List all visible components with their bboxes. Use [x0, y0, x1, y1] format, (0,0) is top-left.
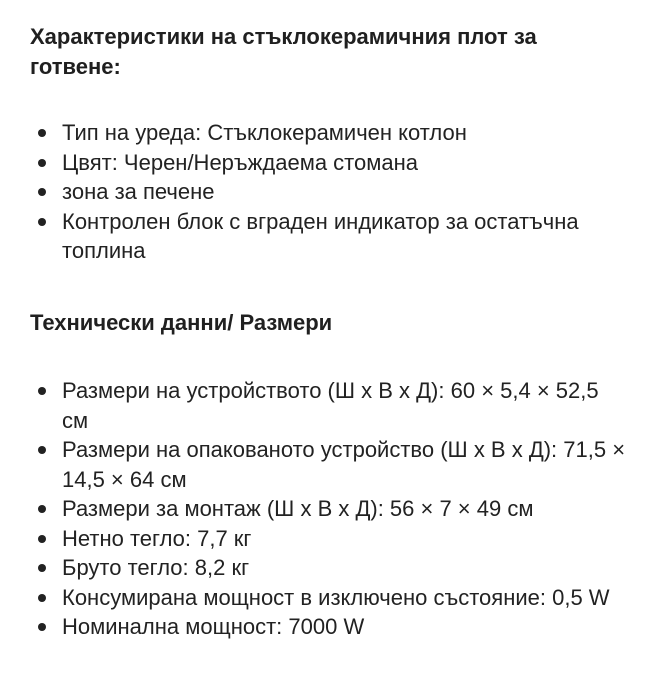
list-item-text: Номинална мощност: 7000 W	[62, 614, 365, 639]
list-item	[30, 177, 630, 207]
list-item-text: зона за печене	[62, 179, 215, 204]
list-item	[30, 612, 630, 642]
list-item-text: Размери за монтаж (Ш x В x Д): 56 × 7 × 49 см	[62, 496, 534, 521]
list-item	[30, 207, 630, 266]
list-item-text: Размери на устройството (Ш x В x Д): 60 × 5,4 × 52,5 см	[62, 378, 599, 433]
list-item	[30, 583, 630, 613]
bullet-icon	[38, 387, 46, 395]
bullet-icon	[38, 623, 46, 631]
technical-data-list	[30, 376, 630, 642]
list-item-text: Цвят: Черен/Неръждаема стомана	[62, 149, 418, 175]
list-item-text: Контролен блок с вграден индикатор за остатъчна топлина	[62, 208, 579, 263]
list-item-text: Тип на уреда: Стъклокерамичен котлон	[62, 120, 467, 145]
bullet-icon	[38, 594, 46, 602]
bullet-icon	[38, 129, 46, 137]
bullet-icon	[38, 446, 46, 454]
list-item	[30, 524, 630, 554]
bullet-icon	[38, 505, 46, 513]
list-item	[30, 148, 630, 178]
section-heading-technical-data: Технически данни/ Размери	[30, 310, 333, 335]
list-item-text: Бруто тегло: 8,2 кг	[62, 555, 250, 580]
bullet-icon	[38, 564, 46, 572]
list-item-text: Консумирана мощност в изключено състояние: 0,5 W	[62, 584, 610, 610]
list-item-text: Размери на опакованото устройство (Ш x В x Д): 71,5 × 14,5 × 64 см	[62, 437, 626, 492]
bullet-icon	[38, 188, 46, 196]
list-item	[30, 118, 630, 148]
bullet-icon	[38, 535, 46, 543]
list-item	[30, 494, 630, 524]
bullet-icon	[38, 159, 46, 167]
list-item	[30, 553, 630, 583]
list-item	[30, 376, 630, 435]
list-item	[30, 435, 630, 494]
section-heading-characteristics: Характеристики на стъклокерамичния плот за готвене:	[30, 24, 537, 79]
list-item-text: Нетно тегло: 7,7 кг	[62, 525, 252, 551]
bullet-icon	[38, 218, 46, 226]
characteristics-list	[30, 118, 630, 266]
